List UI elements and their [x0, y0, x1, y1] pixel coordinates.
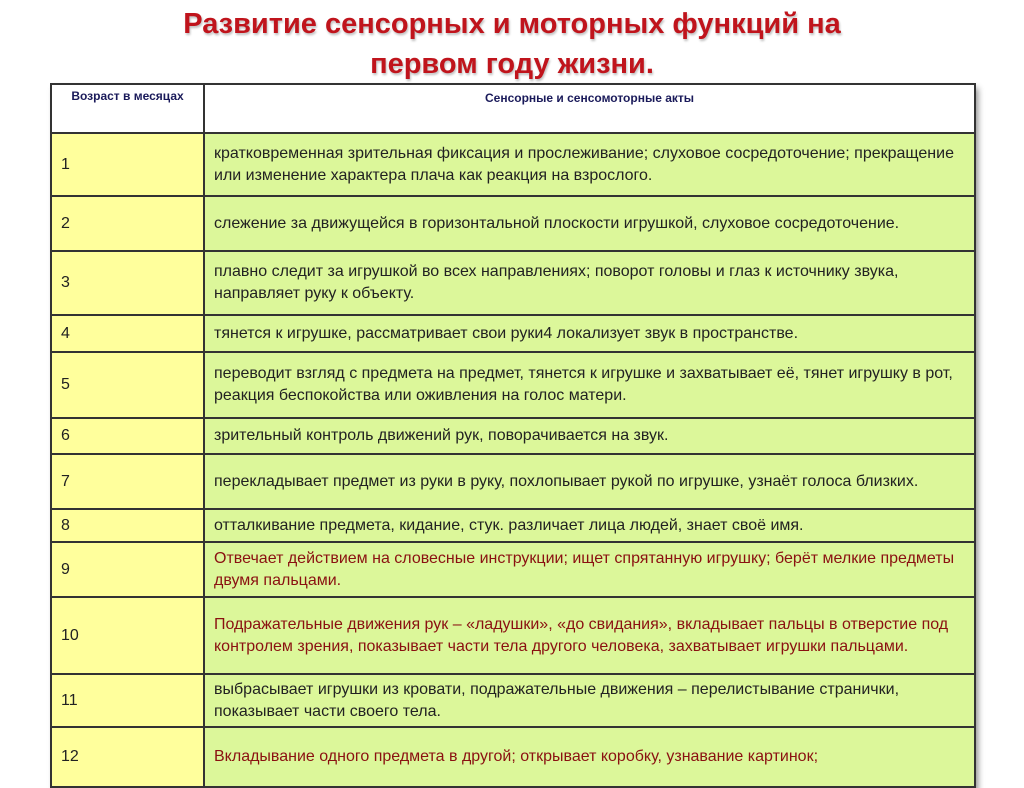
age-cell: 4	[51, 315, 204, 352]
header-age: Возраст в месяцах	[51, 84, 204, 133]
age-cell: 3	[51, 251, 204, 315]
header-acts: Сенсорные и сенсомоторные акты	[204, 84, 975, 133]
age-cell: 8	[51, 509, 204, 542]
age-cell: 12	[51, 727, 204, 787]
development-table	[50, 83, 974, 788]
table-row	[51, 418, 975, 454]
acts-cell: зрительный контроль движений рук, поворачивается на звук.	[204, 418, 975, 454]
age-cell: 11	[51, 674, 204, 727]
age-cell: 10	[51, 597, 204, 674]
table-row	[51, 352, 975, 418]
table-row	[51, 542, 975, 597]
acts-cell: тянется к игрушке, рассматривает свои руки4 локализует звук в пространстве.	[204, 315, 975, 352]
table-row	[51, 727, 975, 787]
acts-cell: плавно следит за игрушкой во всех направлениях; поворот головы и глаз к источнику звука, направляет руку к объекту.	[204, 251, 975, 315]
acts-cell: кратковременная зрительная фиксация и прослеживание; слуховое сосредоточение; прекращение или изменение характера плача как реакция на взрослого.	[204, 133, 975, 196]
age-cell: 2	[51, 196, 204, 251]
age-cell: 5	[51, 352, 204, 418]
acts-cell: выбрасывает игрушки из кровати, подражательные движения – перелистывание странички, показывает части своего тела.	[204, 674, 975, 727]
acts-cell: Вкладывание одного предмета в другой; открывает коробку, узнавание картинок;	[204, 727, 975, 787]
age-cell: 1	[51, 133, 204, 196]
table-row	[51, 674, 975, 727]
table-row	[51, 251, 975, 315]
table-row	[51, 454, 975, 509]
acts-cell: отталкивание предмета, кидание, стук. различает лица людей, знает своё имя.	[204, 509, 975, 542]
acts-cell: Подражательные движения рук – «ладушки», «до свидания», вкладывает пальцы в отверстие под контролем зрения, показывает части тела другого человека, захватывает игрушки пальцами.	[204, 597, 975, 674]
acts-cell: слежение за движущейся в горизонтальной плоскости игрушкой, слуховое сосредоточение.	[204, 196, 975, 251]
table-row	[51, 133, 975, 196]
age-cell: 9	[51, 542, 204, 597]
acts-cell: переводит взгляд с предмета на предмет, тянется к игрушке и захватывает её, тянет игрушку в рот, реакция беспокойства или оживления на голос матери.	[204, 352, 975, 418]
acts-cell: перекладывает предмет из руки в руку, похлопывает рукой по игрушке, узнаёт голоса близких.	[204, 454, 975, 509]
table-row	[51, 597, 975, 674]
acts-cell: Отвечает действием на словесные инструкции; ищет спрятанную игрушку; берёт мелкие предметы двумя пальцами.	[204, 542, 975, 597]
age-cell: 6	[51, 418, 204, 454]
table-row	[51, 196, 975, 251]
page-title	[0, 4, 1024, 84]
age-cell: 7	[51, 454, 204, 509]
table-row	[51, 315, 975, 352]
table-row	[51, 509, 975, 542]
title-line-1: Развитие сенсорных и моторных функций на	[183, 8, 841, 40]
table-header-row	[51, 84, 975, 133]
title-line-2: первом году жизни.	[370, 48, 654, 80]
